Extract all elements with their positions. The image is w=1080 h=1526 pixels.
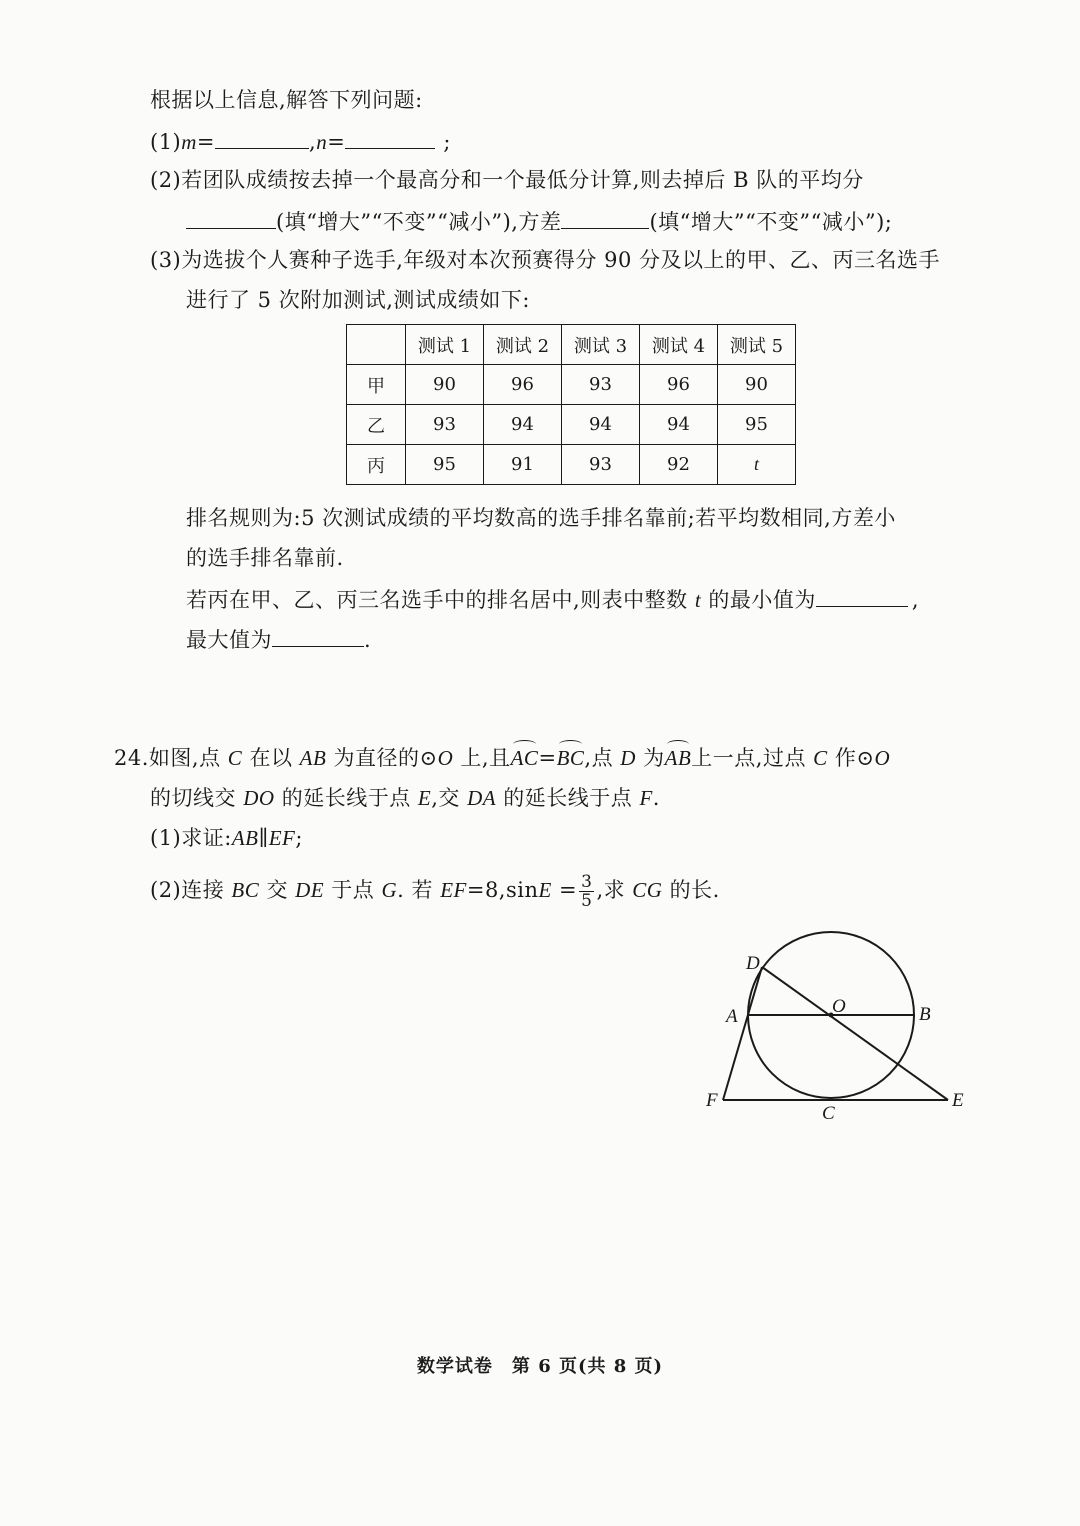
- q23-rule-line2: 的选手排名靠前.: [186, 546, 344, 570]
- answer-blank-n[interactable]: [345, 126, 435, 149]
- q23-ask-line1: 若丙在甲、乙、丙三名选手中的排名居中,则表中整数 t 的最小值为 ,: [186, 584, 919, 614]
- table-header-cell: 测试 5: [718, 325, 796, 365]
- table-cell: 94: [562, 405, 640, 445]
- table-header-cell: 测试 2: [484, 325, 562, 365]
- arc-ac: AC: [510, 746, 539, 770]
- answer-blank-t-max[interactable]: [272, 624, 364, 647]
- arc-ab: AB: [664, 746, 692, 770]
- label-c: C: [822, 1103, 835, 1124]
- label-o: O: [832, 996, 846, 1017]
- label-f: F: [706, 1090, 718, 1111]
- table-header-cell: 测试 1: [406, 325, 484, 365]
- fraction-three-fifths: $\frac{3}{5}$: [581, 872, 593, 911]
- q23-rule-line1: 排名规则为:5 次测试成绩的平均数高的选手排名靠前;若平均数相同,方差小: [186, 506, 896, 530]
- table-cell: 丙: [347, 445, 406, 485]
- table-cell: 95: [406, 445, 484, 485]
- arc-bc: BC: [556, 746, 585, 770]
- q24-part1: (1)求证:AB∥EF;: [150, 826, 303, 850]
- table-cell: 93: [562, 445, 640, 485]
- table-cell: 93: [406, 405, 484, 445]
- segment-de: [762, 967, 948, 1100]
- answer-blank-t-min[interactable]: [816, 584, 908, 607]
- question-number: 24.: [114, 746, 149, 770]
- table-cell: 93: [562, 365, 640, 405]
- q23-part1: (1)m= ,n= ;: [150, 126, 451, 156]
- answer-blank-variance-change[interactable]: [561, 206, 649, 229]
- q24-line1: 24.如图,点 C 在以 AB 为直径的⊙O 上,且AC=BC,点 D 为AB上一点,过点 C 作⊙O: [114, 746, 891, 770]
- label-a: A: [726, 1006, 738, 1027]
- table-cell: 92: [640, 445, 718, 485]
- page-footer: 数学试卷 第 6 页(共 8 页): [416, 1356, 664, 1377]
- table-cell: 96: [484, 365, 562, 405]
- q23-part3-line2: 进行了 5 次附加测试,测试成绩如下:: [186, 288, 530, 312]
- answer-blank-mean-change[interactable]: [186, 206, 276, 229]
- table-cell: 90: [406, 365, 484, 405]
- table-cell: 94: [484, 405, 562, 445]
- table-cell: 96: [640, 365, 718, 405]
- table-cell: 90: [718, 365, 796, 405]
- table-cell: 甲: [347, 365, 406, 405]
- table-header-row: [347, 325, 796, 365]
- q24-part2: (2)连接 BC 交 DE 于点 G. 若 EF=8,sinE = $\frac{3}{5}$ ,求 CG 的长.: [150, 872, 720, 911]
- label-b: B: [919, 1004, 931, 1025]
- table-header-cell: [347, 325, 406, 365]
- label-e: E: [952, 1090, 964, 1111]
- table-header-cell: 测试 3: [562, 325, 640, 365]
- table-row: [347, 445, 796, 485]
- q23-ask-line2: 最大值为 .: [186, 624, 371, 654]
- table-row: [347, 365, 796, 405]
- test-score-table: [346, 324, 796, 485]
- table-cell: 乙: [347, 405, 406, 445]
- geometry-figure: [690, 920, 980, 1130]
- table-cell: 91: [484, 445, 562, 485]
- q23-part2-line1: (2)若团队成绩按去掉一个最高分和一个最低分计算,则去掉后 B 队的平均分: [150, 168, 864, 192]
- answer-blank-m[interactable]: [215, 126, 309, 149]
- q23-part2-line2: (填“增大”“不变”“减小”),方差 (填“增大”“不变”“减小”);: [186, 206, 892, 236]
- table-cell: 94: [640, 405, 718, 445]
- q23-intro: 根据以上信息,解答下列问题:: [150, 88, 423, 112]
- q23-part3-line1: (3)为选拔个人赛种子选手,年级对本次预赛得分 90 分及以上的甲、乙、丙三名选手: [150, 248, 940, 272]
- q24-line2: 的切线交 DO 的延长线于点 E,交 DA 的延长线于点 F.: [150, 786, 660, 810]
- table-row: [347, 405, 796, 445]
- segment-df: [723, 967, 762, 1100]
- table-cell: 95: [718, 405, 796, 445]
- label-d: D: [746, 953, 760, 974]
- table-header-cell: 测试 4: [640, 325, 718, 365]
- table-cell: t: [718, 445, 796, 485]
